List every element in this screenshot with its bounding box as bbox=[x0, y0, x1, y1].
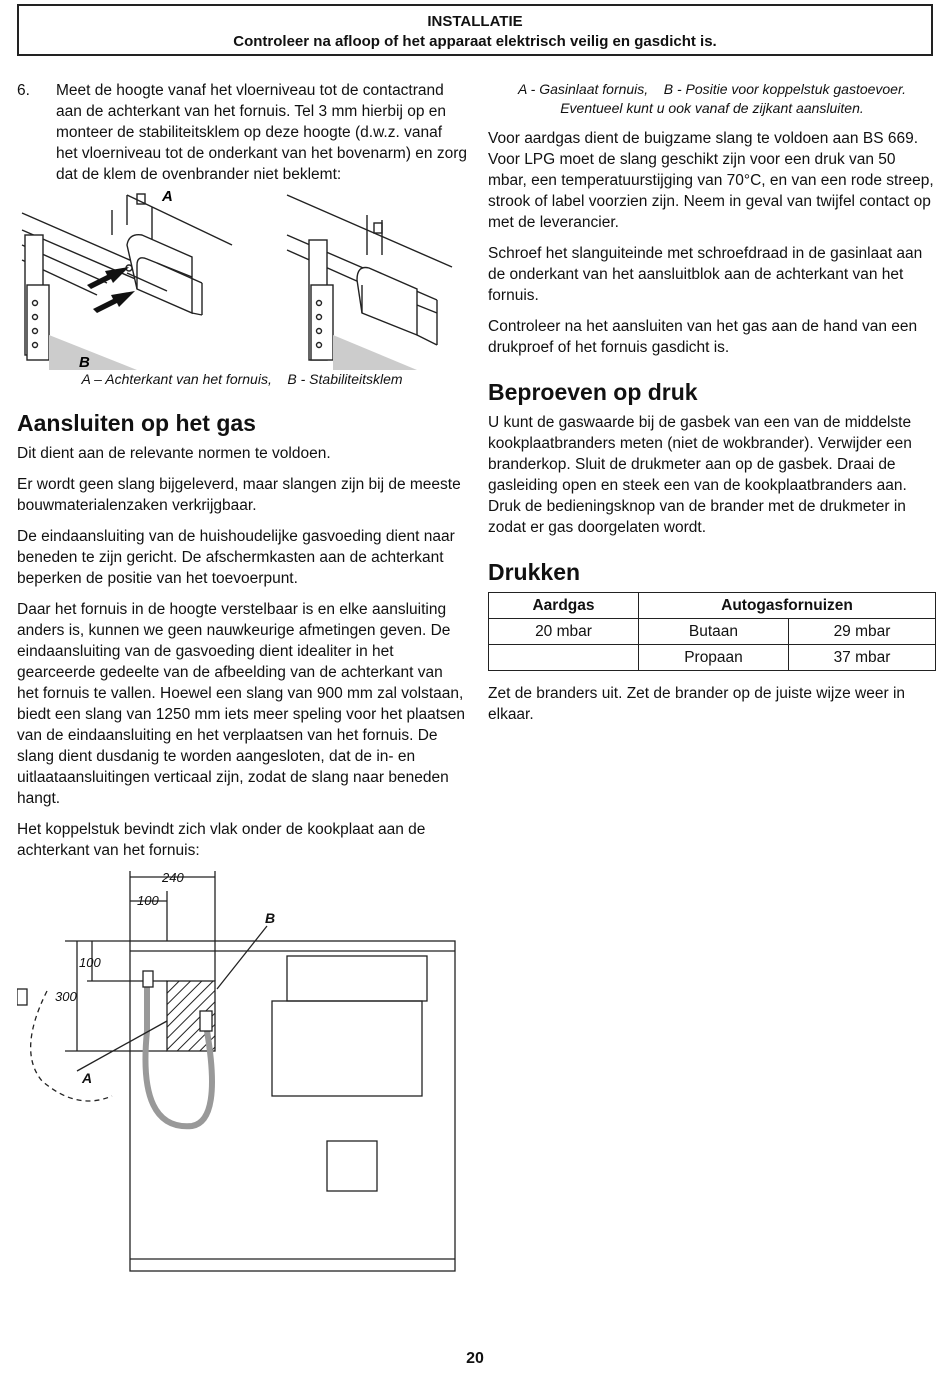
table-header: Aardgas bbox=[489, 593, 639, 619]
left-column bbox=[17, 80, 467, 1291]
paragraph: Het koppelstuk bevindt zich vlak onder de kookplaat aan de achterkant van het fornuis: bbox=[17, 821, 426, 859]
header-subtitle: Controleer na afloop of het apparaat elektrisch veilig en gasdicht is. bbox=[233, 33, 717, 50]
dim-240: 240 bbox=[162, 871, 184, 885]
rear-view-figure bbox=[17, 871, 467, 1291]
table-cell: 20 mbar bbox=[489, 619, 639, 645]
table-header: Autogasfornuizen bbox=[639, 593, 936, 619]
table-row bbox=[489, 619, 936, 645]
paragraph: Er wordt geen slang bijgeleverd, maar slangen zijn bij de meeste bouwmaterialenzaken verkrijgbaar. bbox=[17, 476, 461, 514]
table-header-row bbox=[489, 593, 936, 619]
right-column bbox=[488, 80, 936, 735]
fig1-label-a: A bbox=[162, 188, 173, 205]
table-cell: 29 mbar bbox=[789, 619, 936, 645]
stability-bracket-figure bbox=[17, 185, 467, 370]
fig1-label-b: B bbox=[79, 354, 90, 370]
fig2-label-b: B bbox=[265, 910, 276, 926]
fig2-label-a: A bbox=[82, 1070, 93, 1086]
fig2-caption-line1: A - Gasinlaat fornuis, B - Positie voor koppelstuk gastoevoer. bbox=[517, 81, 907, 97]
table-cell: 37 mbar bbox=[789, 645, 936, 671]
paragraph: Controleer na het aansluiten van het gas aan de hand van een drukproef of het fornuis gasdicht is. bbox=[488, 318, 918, 356]
fig1-caption: A – Achterkant van het fornuis, B - Stabiliteitsklem bbox=[81, 371, 403, 387]
table-cell: Butaan bbox=[639, 619, 789, 645]
step-number: 6. bbox=[17, 82, 30, 99]
pressure-test-text: U kunt de gaswaarde bij de gasbek van een van de middelste kookplaatbranders meten (niet de wokbrander). Verwijder een branderkop. Sluit de drukmeter aan op de gasbek. Draai de gasleiding open en steek een van de kookplaatbranders aan. Druk de bedieningsknop van de brander met de drukmeter in zodat er gas doorgelaten wordt. bbox=[488, 414, 912, 536]
closing-text: Zet de branders uit. Zet de brander op de juiste wijze weer in elkaar. bbox=[488, 685, 906, 723]
paragraph: Daar het fornuis in de hoogte verstelbaar is en elke aansluiting anders is, kunnen we geen nauwkeurige afmetingen geven. De eindaansluiting van de gasvoeding dient idealiter in het gearceerde gedeelte van de afbeelding van de achterkant van het fornuis te vallen. Hoewel een slang van 900 mm zal volstaan, biedt een slang van 1250 mm iets meer speling voor het plaatsen van de eindaansluiting en het verplaatsen van het fornuis. De slang dient dusdanig te worden aangesloten, dat de in- en uitlaataansluitingen verticaal zijn, zodat de slang naar beneden hangt. bbox=[17, 601, 466, 807]
fig2-caption-line2: Eventueel kunt u ook vanaf de zijkant aansluiten. bbox=[560, 100, 864, 116]
header-title: INSTALLATIE bbox=[427, 13, 523, 30]
table-cell: Propaan bbox=[639, 645, 789, 671]
step-6 bbox=[17, 80, 467, 185]
dim-100-vertical: 100 bbox=[79, 955, 101, 970]
heading-pressures: Drukken bbox=[488, 559, 581, 585]
pressure-table bbox=[488, 592, 936, 671]
heading-gas-connection: Aansluiten op het gas bbox=[17, 410, 256, 436]
heading-pressure-test: Beproeven op druk bbox=[488, 379, 698, 405]
paragraph: Dit dient aan de relevante normen te voldoen. bbox=[17, 445, 331, 462]
table-row bbox=[489, 645, 936, 671]
dim-300: 300 bbox=[55, 989, 77, 1004]
paragraph: Voor aardgas dient de buigzame slang te voldoen aan BS 669. Voor LPG moet de slang geschikt zijn voor een druk van 50 mbar, een temperatuurstijging van 70°C, en van een rode streep, strook of label voorzien zijn. Neem in geval van twijfel contact op met de leverancier. bbox=[488, 130, 934, 231]
step-text: Meet de hoogte vanaf het vloerniveau tot de contactrand aan de achterkant van het fornuis. Tel 3 mm hierbij op en monteer de stabiliteitsklem op deze hoogte (d.w.z. vanaf het vloerniveau tot de onderkant van het bovenarm) en zorg dat de klem de ovenbrander niet beklemt: bbox=[56, 82, 468, 183]
page-number: 20 bbox=[466, 1350, 484, 1367]
paragraph: Schroef het slanguiteinde met schroefdraad in de gasinlaat aan de onderkant van het aansluitblok aan de achterkant van het fornuis. bbox=[488, 245, 923, 304]
paragraph: De eindaansluiting van de huishoudelijke gasvoeding dient naar beneden te zijn gericht. De afschermkasten aan de achterkant beperken de positie van het toevoerpunt. bbox=[17, 528, 455, 587]
dim-100-horizontal: 100 bbox=[137, 893, 159, 908]
page-header bbox=[17, 4, 933, 56]
table-cell bbox=[489, 645, 639, 671]
